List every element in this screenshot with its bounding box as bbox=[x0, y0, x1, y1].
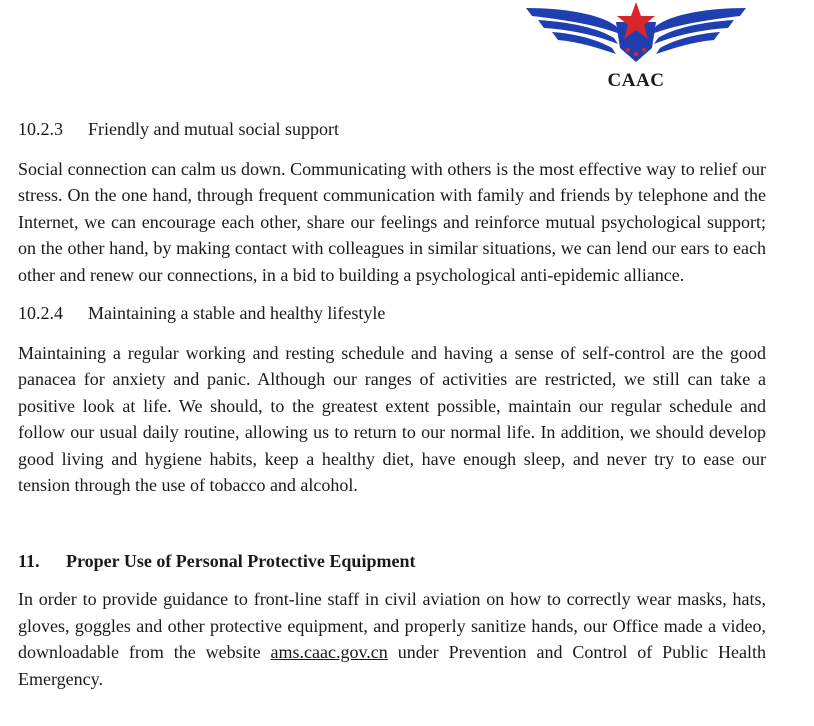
section-paragraph-10-2-3: Social connection can calm us down. Communicating with others is the most effective way to relief our stress. On the one hand, through frequent communication with family and friends by telephone and the Internet, we can encourage each other, share our feelings and reinforce mutual psychological support; on the other hand, by making contact with colleagues in similar situations, we can lend our ears to each other and renew our connections, in a bid to building a psychological anti-epidemic alliance. bbox=[18, 159, 766, 285]
section-paragraph-11 bbox=[18, 586, 766, 692]
section-paragraph-10-2-4: Maintaining a regular working and resting schedule and having a sense of self-control are the good panacea for anxiety and panic. Although our ranges of activities are restricted, we still can take a positive look at life. We should, to the greatest extent possible, maintain our regular schedule and follow our usual daily routine, allowing us to return to our normal life. In addition, we should develop good living and hygiene habits, keep a healthy diet, have enough sleep, and never try to ease our tension through the use of tobacco and alcohol. bbox=[18, 343, 766, 496]
section-number: 11. bbox=[18, 551, 40, 572]
caac-logo bbox=[524, 0, 748, 100]
paragraph-text: In order to provide guidance to front-line staff in civil aviation on how to correctly wear masks, hats, gloves, goggles and other protective equipment, and properly sanitize hands, our Office made a video, downloadable from the website bbox=[18, 589, 766, 663]
section-title: Proper Use of Personal Protective Equipment bbox=[66, 551, 416, 572]
paragraph-text: under Prevention and Control of Public Health Emergency. bbox=[18, 642, 766, 689]
caac-logo-text: CAAC bbox=[607, 70, 665, 91]
caac-emblem-icon bbox=[524, 0, 748, 72]
section-heading-10-2-3 bbox=[18, 116, 766, 142]
section-heading-11 bbox=[18, 548, 766, 574]
section-number: 10.2.3 bbox=[18, 119, 63, 139]
section-title: Maintaining a stable and healthy lifestyle bbox=[88, 303, 386, 324]
section-heading-10-2-4 bbox=[18, 300, 766, 326]
section-title: Friendly and mutual social support bbox=[88, 119, 339, 139]
section-number: 10.2.4 bbox=[18, 303, 63, 324]
document-body bbox=[18, 116, 766, 692]
website-link[interactable]: ams.caac.gov.cn bbox=[270, 642, 388, 663]
